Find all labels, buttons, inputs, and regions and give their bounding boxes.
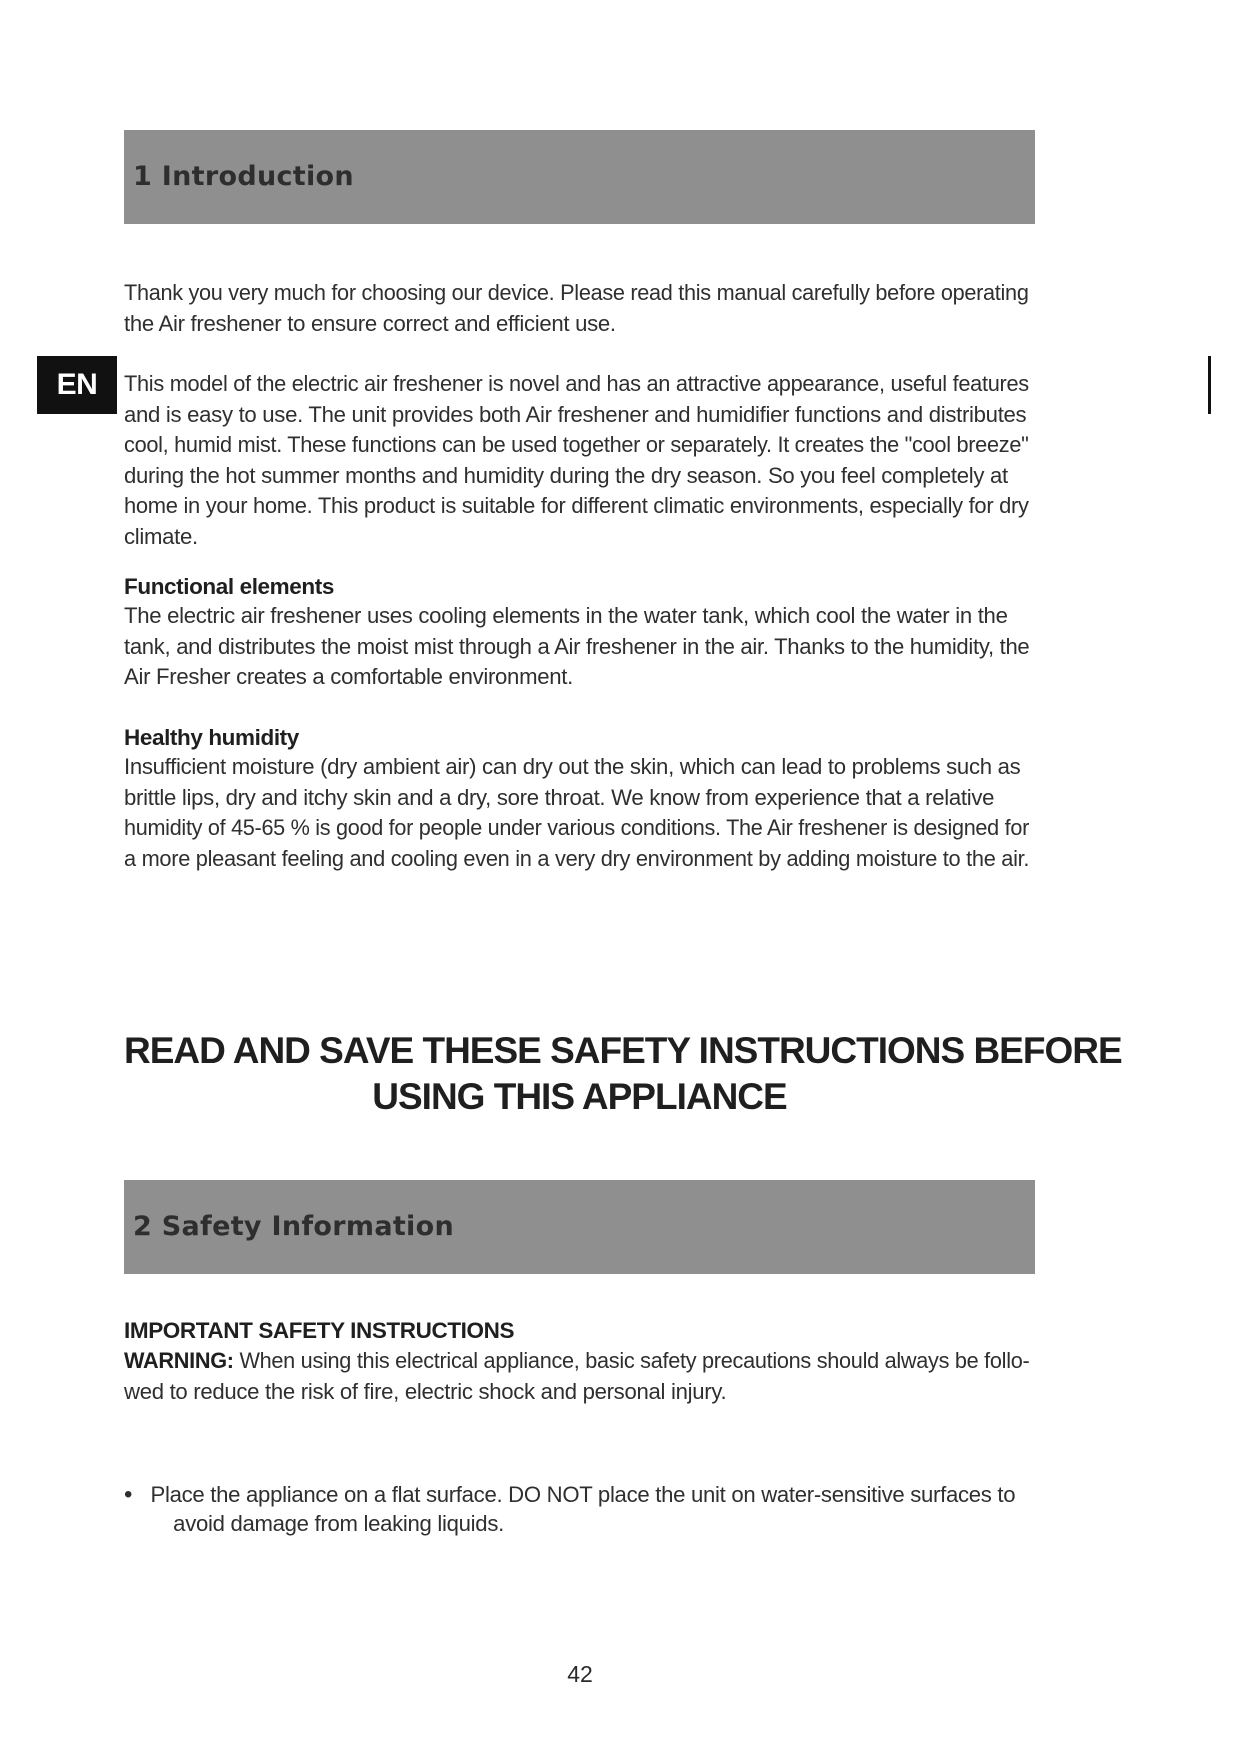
text-line: and is easy to use. The unit provides both Air freshener and humidifier functions and distributes [124, 401, 1027, 427]
page-number: 42 [567, 1661, 593, 1687]
text-line: This model of the electric air freshener is novel and has an attractive appearance, useful features [124, 371, 1029, 396]
functional-elements-heading: Functional elements [124, 574, 334, 599]
text-line: avoid damage from leaking liquids. [173, 1511, 504, 1536]
text-line [124, 1346, 1030, 1377]
section-header-safety-information [124, 1180, 1035, 1274]
language-tab: EN [37, 356, 117, 414]
section-header-introduction [124, 130, 1035, 224]
section-title: 2 Safety Information [133, 1211, 454, 1242]
text-line: humidity of 45-65 % is good for people under various conditions. The Air freshener is designed for [124, 815, 1029, 840]
text-line: tank, and distributes the moist mist through a Air freshener in the air. Thanks to the humidity, the [124, 633, 1030, 659]
banner-line: READ AND SAVE THESE SAFETY INSTRUCTIONS BEFORE [124, 1030, 1122, 1071]
warning-paragraph [124, 1346, 1044, 1407]
list-item [124, 1480, 1044, 1538]
text-line: wed to reduce the risk of fire, electric shock and personal injury. [124, 1378, 727, 1404]
intro-paragraph-1 [124, 278, 1044, 339]
text-line: Place the appliance on a flat surface. DO NOT place the unit on water-sensitive surfaces to [150, 1482, 1016, 1507]
text-line: the Air freshener to ensure correct and efficient use. [124, 310, 616, 336]
text-line: brittle lips, dry and itchy skin and a dry, sore throat. We know from experience that a relative [124, 784, 995, 810]
warning-text: When using this electrical appliance, basic safety precautions should always be follo- [233, 1348, 1030, 1373]
bullet-icon: • [124, 1481, 133, 1508]
banner-line: USING THIS APPLIANCE [372, 1076, 787, 1117]
text-line: Insufficient moisture (dry ambient air) can dry out the skin, which can lead to problems such as [124, 754, 1021, 779]
text-line: during the hot summer months and humidity during the dry season. So you feel completely at [124, 462, 1008, 488]
text-line: The electric air freshener uses cooling elements in the water tank, which cool the water in the [124, 603, 1008, 628]
text-line: cool, humid mist. These functions can be used together or separately. It creates the "cool breeze" [124, 432, 1029, 457]
text-line: home in your home. This product is suitable for different climatic environments, especially for dry [124, 493, 1029, 518]
text-line: Air Fresher creates a comfortable environment. [124, 664, 573, 689]
warning-label: WARNING: [124, 1348, 234, 1373]
healthy-humidity-heading: Healthy humidity [124, 725, 299, 750]
functional-elements-paragraph [124, 601, 1044, 693]
safety-instructions-banner [124, 1028, 1122, 1120]
intro-paragraph-2 [124, 369, 1044, 552]
text-line: a more pleasant feeling and cooling even in a very dry environment by adding moisture to the air. [124, 845, 1030, 871]
text-line: Thank you very much for choosing our device. Please read this manual carefully before operating [124, 280, 1029, 305]
section-title: 1 Introduction [133, 161, 354, 192]
healthy-humidity-paragraph [124, 752, 1044, 874]
margin-marker [1208, 356, 1211, 414]
important-safety-heading: IMPORTANT SAFETY INSTRUCTIONS [124, 1318, 515, 1343]
text-line: climate. [124, 523, 198, 549]
